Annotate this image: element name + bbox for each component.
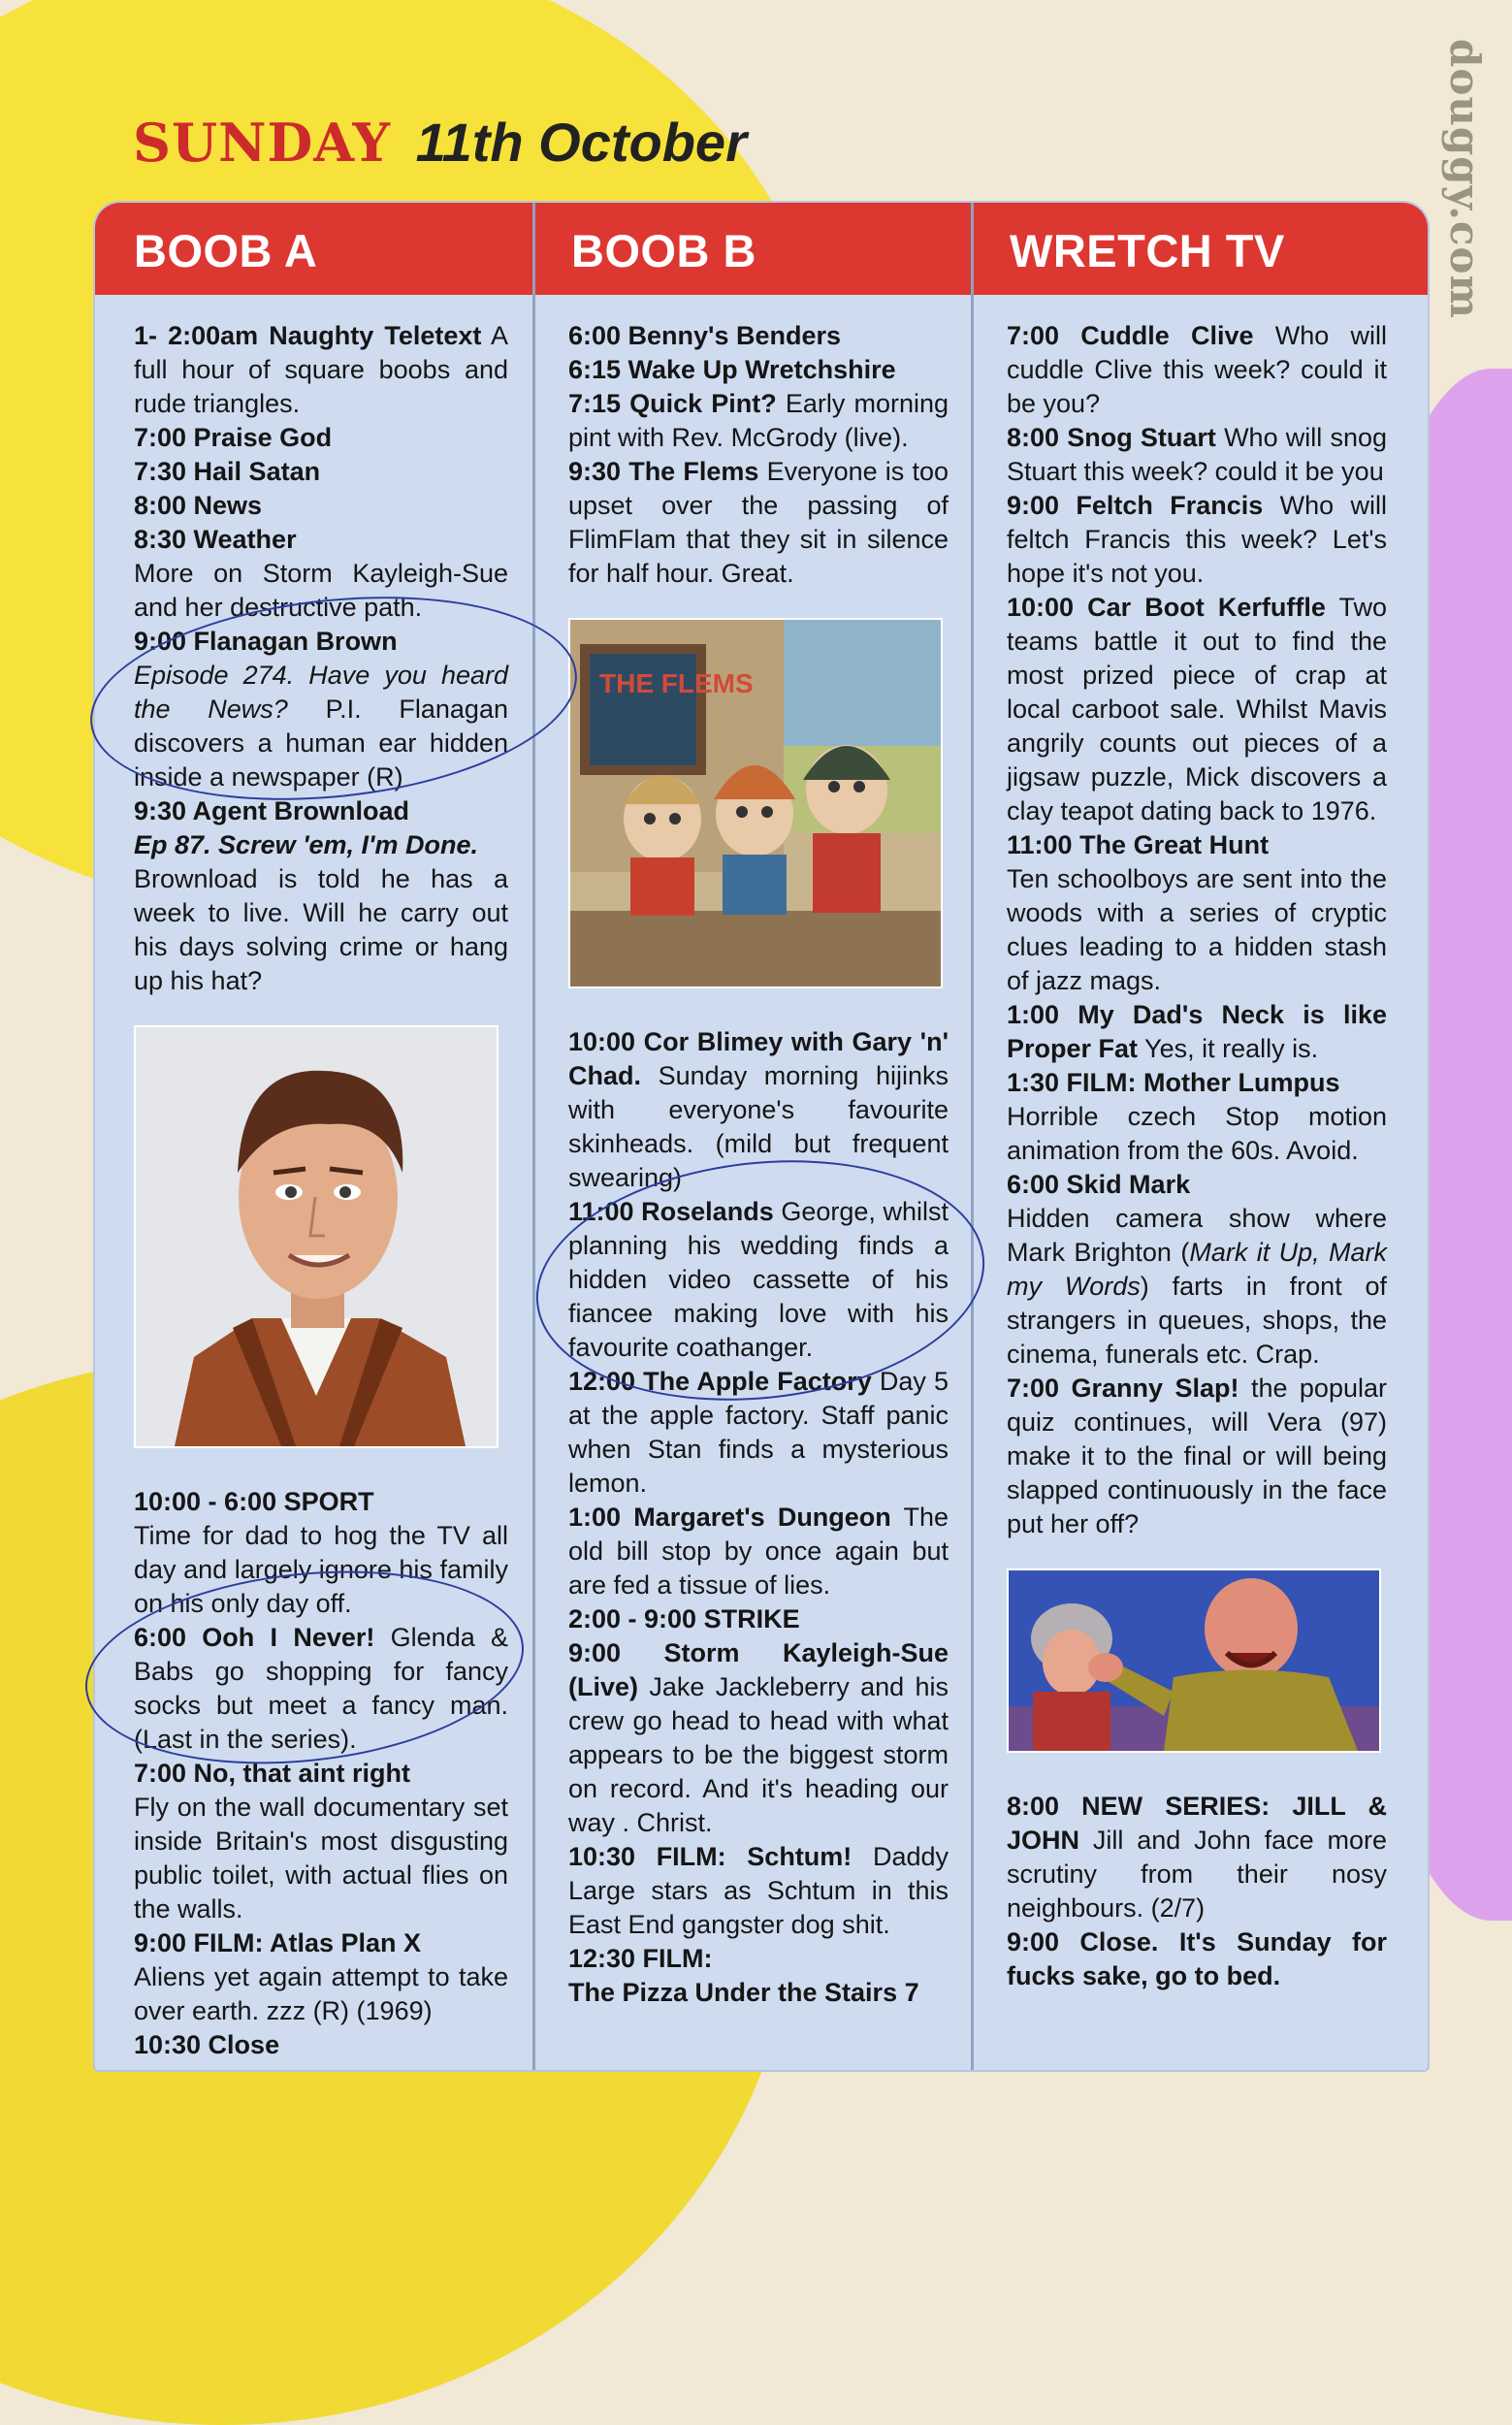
channel-header-wretch-tv: WRETCH TV bbox=[1010, 225, 1285, 276]
listing-entry: 7:00 Praise God bbox=[134, 423, 333, 452]
listing-entry: 6:00 Benny's Benders bbox=[568, 321, 842, 350]
watermark: douggy.com bbox=[1441, 39, 1489, 319]
listing-entry: 6:00 Ooh I Never! Glenda & Babs go shopping for fancy socks but meet a fancy man. (Last in the series). bbox=[134, 1623, 508, 1754]
listing-entry: 1:00 My Dad's Neck is like Proper Fat Yes, it really is. bbox=[1007, 1000, 1387, 1063]
listing-entry: 9:00 Storm Kayleigh-Sue (Live) Jake Jackleberry and his crew go head to head with what appears to be the biggest storm on record. And it's heading our way . Christ. bbox=[568, 1638, 949, 1837]
listing-entry: 6:00 Skid Mark Hidden camera show where Mark Brighton (Mark it Up, Mark my Words) farts in front of strangers in queues, shops, the cinema, funerals etc. Crap. bbox=[1007, 1170, 1388, 1369]
listing-entry: 7:00 Granny Slap! the popular quiz continues, will Vera (97) make it to the final or will being slapped continuously in the face put her off? bbox=[1007, 1374, 1387, 1538]
column-divider bbox=[971, 203, 974, 2070]
listing-entry: 9:00 FILM: Atlas Plan X Aliens yet again attempt to take over earth. zzz (R) (1969) bbox=[134, 1928, 508, 2025]
listing-entry: 1:30 FILM: Mother Lumpus Horrible czech Stop motion animation from the 60s. Avoid. bbox=[1007, 1068, 1387, 1165]
channel-header-boob-b: BOOB B bbox=[571, 225, 756, 276]
column-wretch-tv bbox=[1007, 319, 1387, 1993]
listing-entry: 9:00 Close. It's Sunday for fucks sake, go to bed. bbox=[1007, 1927, 1387, 1990]
listing-entry: 1- 2:00am Naughty Teletext A full hour of square boobs and rude triangles. bbox=[134, 321, 508, 418]
listing-entry: 10:30 Close bbox=[134, 2030, 280, 2059]
listing-entry: 9:30 The Flems Everyone is too upset over the passing of FlimFlam that they sit in silence for half hour. Great. bbox=[568, 457, 949, 588]
listing-entry: 8:30 Weather More on Storm Kayleigh-Sue and her destructive path. bbox=[134, 525, 508, 622]
listing-entry: 7:30 Hail Satan bbox=[134, 457, 321, 486]
listing-entry: 7:15 Quick Pint? Early morning pint with Rev. McGrody (live). bbox=[568, 389, 949, 452]
listing-entry: 1:00 Margaret's Dungeon The old bill stop by once again but are fed a tissue of lies. bbox=[568, 1503, 949, 1600]
listing-entry: 2:00 - 9:00 STRIKE bbox=[568, 1604, 800, 1633]
photo-granny-slap bbox=[1007, 1568, 1381, 1753]
listing-entry: 9:00 Feltch Francis Who will feltch Francis this week? Let's hope it's not you. bbox=[1007, 491, 1387, 588]
channel-header-boob-a: BOOB A bbox=[134, 225, 318, 276]
title-date: 11th October bbox=[415, 112, 747, 173]
listing-entry: 6:15 Wake Up Wretchshire bbox=[568, 355, 896, 384]
title-day: SUNDAY bbox=[133, 112, 392, 174]
flems-puppets-image bbox=[570, 620, 941, 986]
photo-the-flems bbox=[568, 618, 943, 988]
listing-entry: 11:00 The Great Hunt Ten schoolboys are sent into the woods with a series of cryptic clues leading to a hidden stash of jazz mags. bbox=[1007, 830, 1387, 995]
page-title bbox=[133, 109, 747, 177]
granny-slap-image bbox=[1009, 1570, 1379, 1751]
listing-entry: 10:30 FILM: Schtum! Daddy Large stars as Schtum in this East End gangster dog shit. bbox=[568, 1842, 949, 1939]
listing-entry: 12:30 FILM: The Pizza Under the Stairs 7 bbox=[568, 1944, 919, 2007]
listing-entry: 7:00 No, that aint right Fly on the wall documentary set inside Britain's most disgusting public toilet, with actual flies on the walls. bbox=[134, 1759, 508, 1924]
photo-agent-brownload bbox=[134, 1025, 499, 1448]
listings-panel bbox=[93, 201, 1430, 2072]
channel-header-bar bbox=[95, 203, 1428, 295]
listing-entry: 10:00 Car Boot Kerfuffle Two teams battle it out to find the most prized piece of crap at local carboot sale. Whilst Mavis angrily counts out pieces of a jigsaw puzzle, Mick discovers a clay teapot dating back to 1976. bbox=[1007, 593, 1387, 825]
listing-entry: 12:00 The Apple Factory Day 5 at the apple factory. Staff panic when Stan finds a mysterious lemon. bbox=[568, 1367, 949, 1498]
flems-sign-text: THE FLEMS bbox=[599, 668, 754, 698]
listing-entry: 8:00 NEW SERIES: JILL & JOHN Jill and John face more scrutiny from their nosy neighbours. (2/7) bbox=[1007, 1792, 1387, 1923]
puppet-portrait-image bbox=[136, 1027, 497, 1446]
column-boob-a bbox=[134, 319, 508, 2062]
column-divider bbox=[532, 203, 535, 2070]
listing-entry: 8:00 News bbox=[134, 491, 263, 520]
column-boob-b bbox=[568, 319, 949, 2010]
listing-entry: 10:00 Cor Blimey with Gary 'n' Chad. Sunday morning hijinks with everyone's favourite skinheads. (mild but frequent swearing) bbox=[568, 1027, 949, 1192]
listing-entry: 11:00 Roselands George, whilst planning his wedding finds a hidden video cassette of his fiancee making love with his favourite coathanger. bbox=[568, 1197, 949, 1362]
listing-entry: 8:00 Snog Stuart Who will snog Stuart this week? could it be you bbox=[1007, 423, 1387, 486]
listing-entry: 9:30 Agent Brownload Ep 87. Screw 'em, I'm Done. Brownload is told he has a week to live. Will he carry out his days solving crime or hang up his hat? bbox=[134, 796, 508, 995]
listing-entry: 7:00 Cuddle Clive Who will cuddle Clive this week? could it be you? bbox=[1007, 321, 1387, 418]
listing-entry: 9:00 Flanagan Brown Episode 274. Have you heard the News? P.I. Flanagan discovers a human ear hidden inside a newspaper (R) bbox=[134, 627, 508, 792]
listing-entry: 10:00 - 6:00 SPORT Time for dad to hog the TV all day and largely ignore his family on his only day off. bbox=[134, 1487, 508, 1618]
